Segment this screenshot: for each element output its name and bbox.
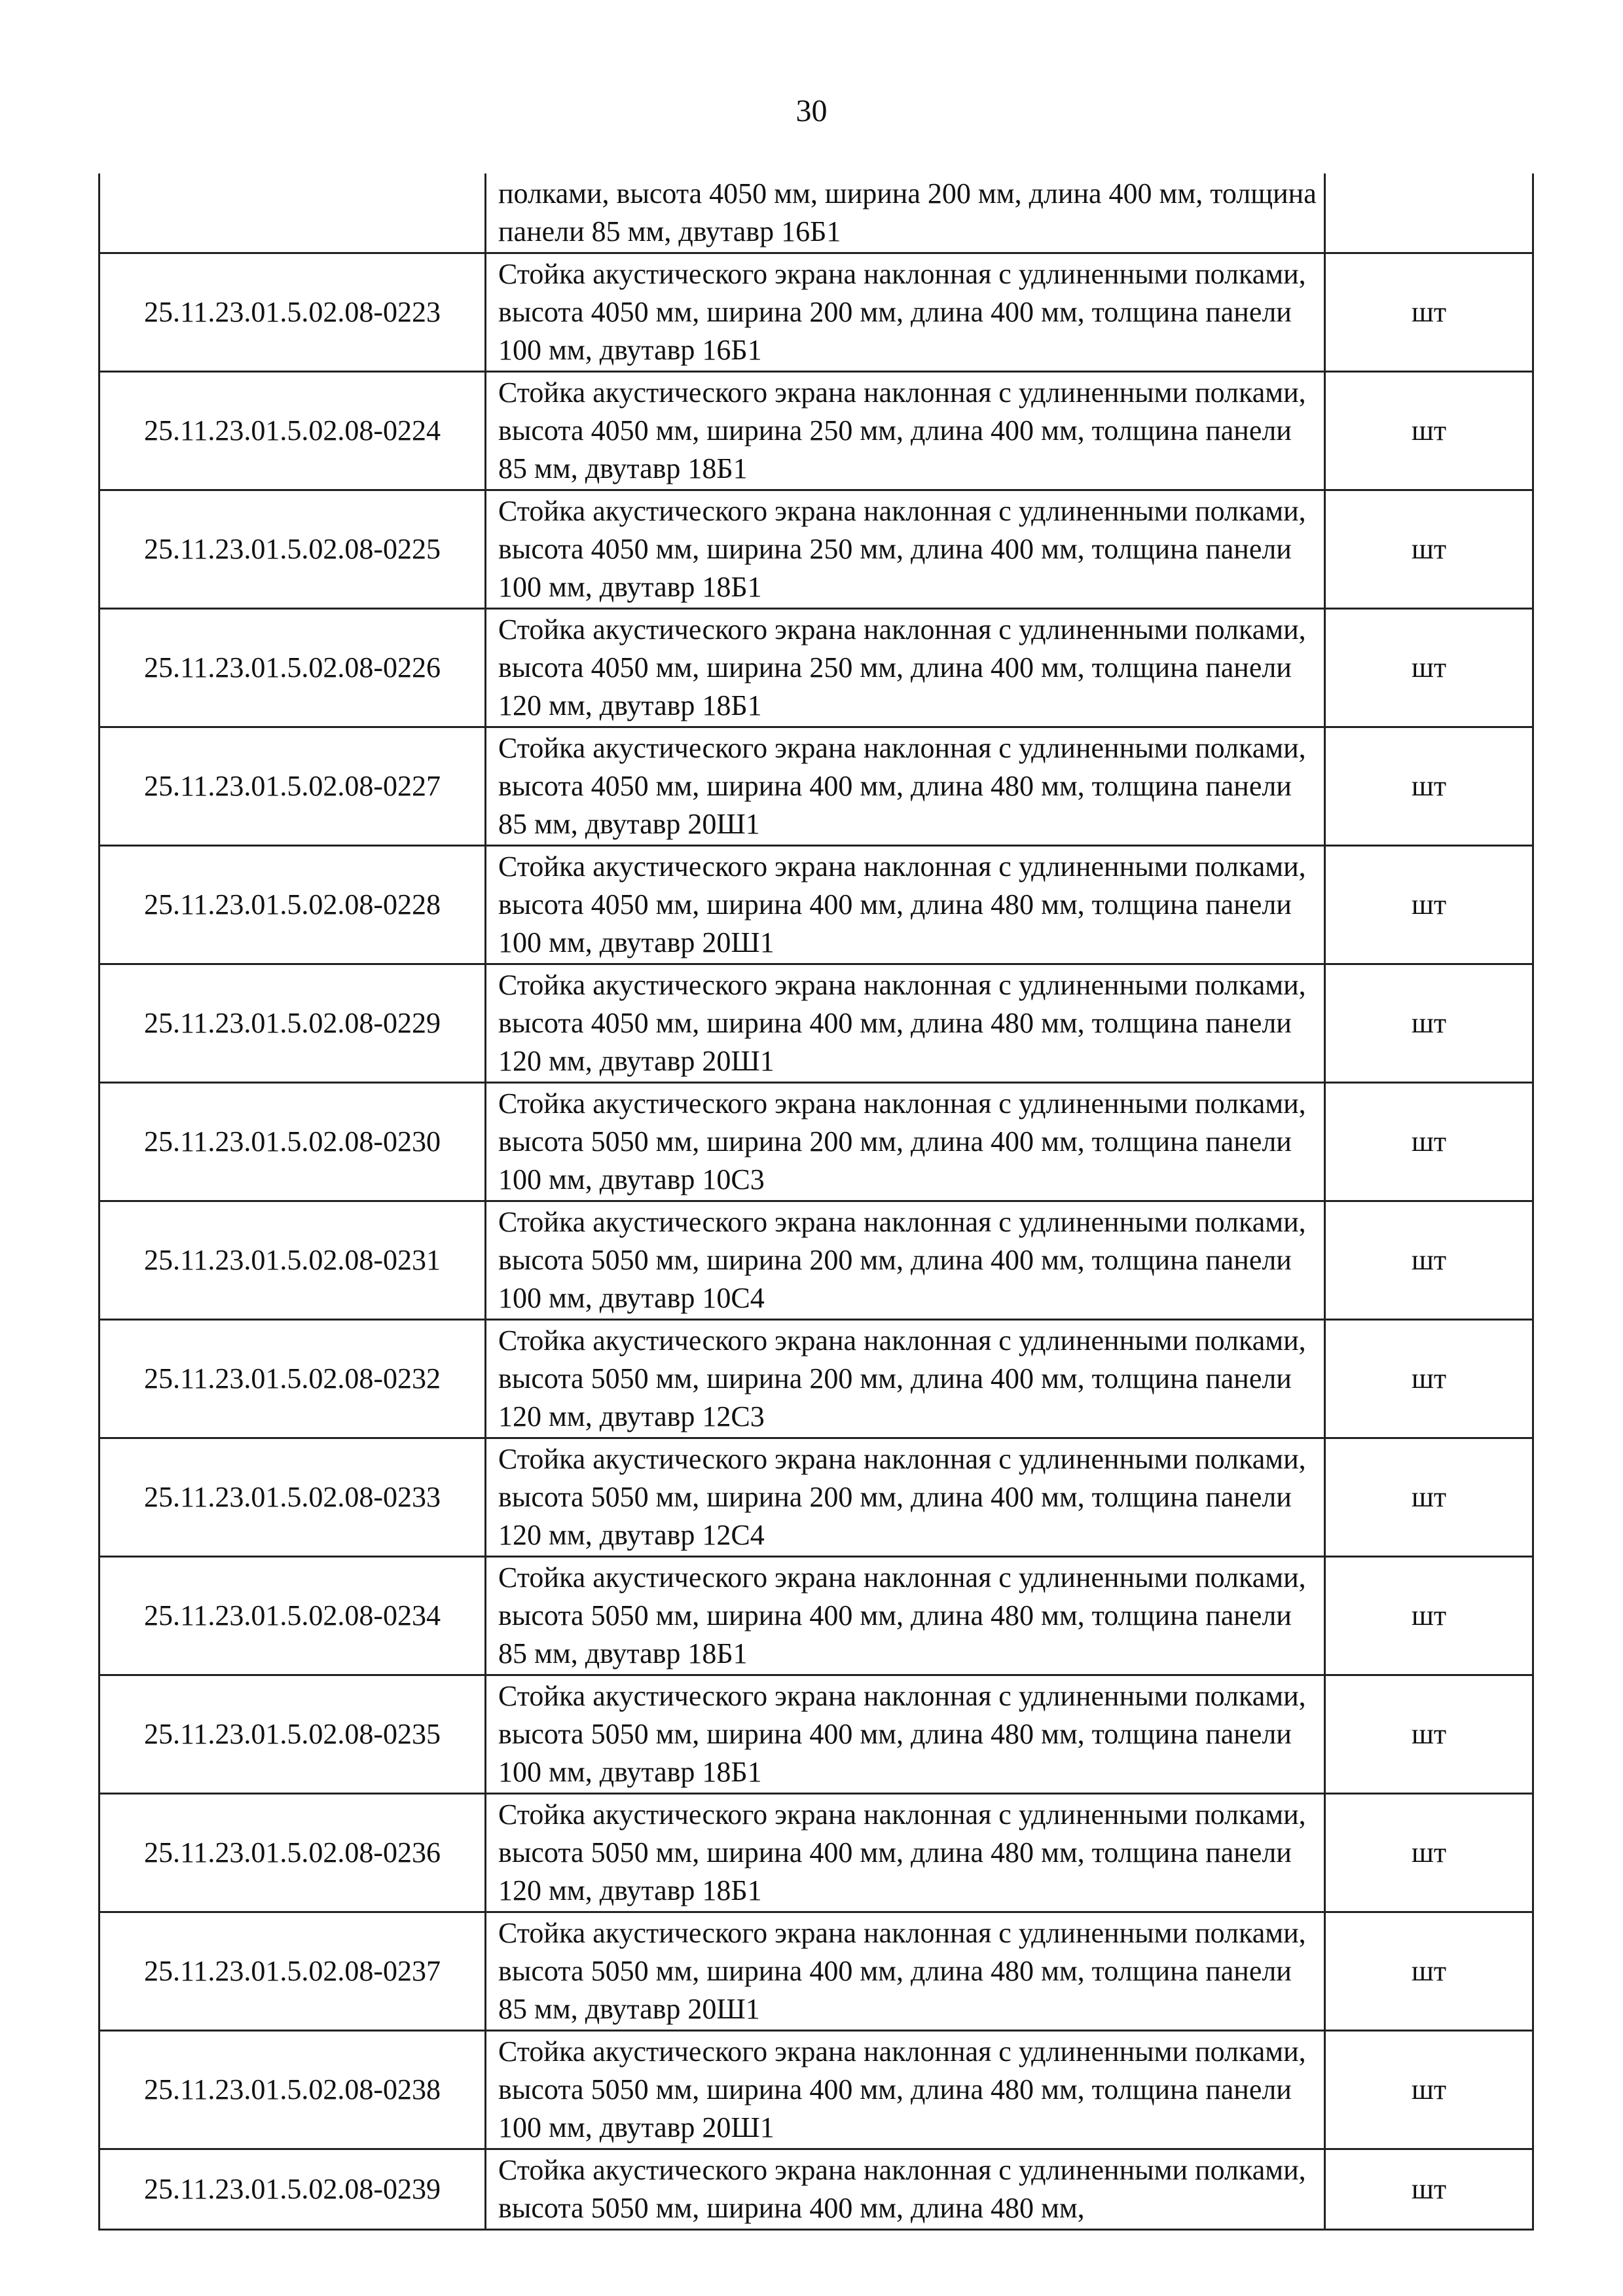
description-cell: Стойка акустического экрана наклонная с удлиненными полками, высота 5050 мм, ширина 200 мм, длина 400 мм, толщина панели 120 мм, двутавр 12С4 bbox=[486, 1438, 1325, 1557]
unit-cell: шт bbox=[1325, 1201, 1533, 1320]
table-row bbox=[100, 846, 1533, 964]
table-row bbox=[100, 727, 1533, 846]
unit-cell: шт bbox=[1325, 253, 1533, 372]
description-cell: Стойка акустического экрана наклонная с удлиненными полками, высота 4050 мм, ширина 200 мм, длина 400 мм, толщина панели 100 мм, двутавр 16Б1 bbox=[486, 253, 1325, 372]
description-cell: Стойка акустического экрана наклонная с удлиненными полками, высота 4050 мм, ширина 250 мм, длина 400 мм, толщина панели 100 мм, двутавр 18Б1 bbox=[486, 490, 1325, 609]
code-cell: 25.11.23.01.5.02.08-0232 bbox=[100, 1320, 486, 1438]
code-cell: 25.11.23.01.5.02.08-0223 bbox=[100, 253, 486, 372]
description-cell: Стойка акустического экрана наклонная с удлиненными полками, высота 5050 мм, ширина 400 мм, длина 480 мм, толщина панели 100 мм, двутавр 18Б1 bbox=[486, 1675, 1325, 1794]
unit-cell: шт bbox=[1325, 2031, 1533, 2149]
code-cell: 25.11.23.01.5.02.08-0235 bbox=[100, 1675, 486, 1794]
page-number: 30 bbox=[795, 94, 828, 128]
code-cell: 25.11.23.01.5.02.08-0228 bbox=[100, 846, 486, 964]
table-row bbox=[100, 1083, 1533, 1201]
table-row bbox=[100, 1320, 1533, 1438]
table-row-continuation bbox=[100, 173, 1533, 253]
code-cell: 25.11.23.01.5.02.08-0238 bbox=[100, 2031, 486, 2149]
code-cell: 25.11.23.01.5.02.08-0227 bbox=[100, 727, 486, 846]
description-cell: Стойка акустического экрана наклонная с удлиненными полками, высота 4050 мм, ширина 400 мм, длина 480 мм, толщина панели 85 мм, двутавр 20Ш1 bbox=[486, 727, 1325, 846]
table-row bbox=[100, 609, 1533, 727]
code-cell: 25.11.23.01.5.02.08-0224 bbox=[100, 372, 486, 490]
code-cell: 25.11.23.01.5.02.08-0226 bbox=[100, 609, 486, 727]
code-cell: 25.11.23.01.5.02.08-0225 bbox=[100, 490, 486, 609]
description-cell: Стойка акустического экрана наклонная с удлиненными полками, высота 5050 мм, ширина 200 мм, длина 400 мм, толщина панели 100 мм, двутавр 10С3 bbox=[486, 1083, 1325, 1201]
code-cell: 25.11.23.01.5.02.08-0239 bbox=[100, 2149, 486, 2230]
table-row bbox=[100, 1557, 1533, 1675]
table-row bbox=[100, 2031, 1533, 2149]
table-row bbox=[100, 2149, 1533, 2230]
unit-cell: шт bbox=[1325, 1675, 1533, 1794]
table-row bbox=[100, 1912, 1533, 2031]
table-row bbox=[100, 490, 1533, 609]
description-cell: Стойка акустического экрана наклонная с удлиненными полками, высота 5050 мм, ширина 400 мм, длина 480 мм, толщина панели 85 мм, двутавр 18Б1 bbox=[486, 1557, 1325, 1675]
resource-table bbox=[98, 173, 1534, 2231]
table-row bbox=[100, 964, 1533, 1083]
unit-cell: шт bbox=[1325, 1557, 1533, 1675]
code-cell: 25.11.23.01.5.02.08-0231 bbox=[100, 1201, 486, 1320]
unit-cell: шт bbox=[1325, 490, 1533, 609]
unit-cell: шт bbox=[1325, 846, 1533, 964]
unit-cell: шт bbox=[1325, 964, 1533, 1083]
table-row bbox=[100, 253, 1533, 372]
unit-cell: шт bbox=[1325, 1083, 1533, 1201]
unit-cell: шт bbox=[1325, 2149, 1533, 2230]
unit-cell bbox=[1325, 173, 1533, 253]
unit-cell: шт bbox=[1325, 1438, 1533, 1557]
description-cell: Стойка акустического экрана наклонная с удлиненными полками, высота 5050 мм, ширина 400 мм, длина 480 мм, толщина панели 100 мм, двутавр 20Ш1 bbox=[486, 2031, 1325, 2149]
code-cell: 25.11.23.01.5.02.08-0237 bbox=[100, 1912, 486, 2031]
description-cell: Стойка акустического экрана наклонная с удлиненными полками, высота 4050 мм, ширина 250 мм, длина 400 мм, толщина панели 85 мм, двутавр 18Б1 bbox=[486, 372, 1325, 490]
description-cell: Стойка акустического экрана наклонная с удлиненными полками, высота 5050 мм, ширина 400 мм, длина 480 мм, толщина панели 120 мм, двутавр 18Б1 bbox=[486, 1794, 1325, 1912]
code-cell: 25.11.23.01.5.02.08-0236 bbox=[100, 1794, 486, 1912]
code-cell bbox=[100, 173, 486, 253]
description-cell: Стойка акустического экрана наклонная с удлиненными полками, высота 4050 мм, ширина 250 мм, длина 400 мм, толщина панели 120 мм, двутавр 18Б1 bbox=[486, 609, 1325, 727]
description-cell: Стойка акустического экрана наклонная с удлиненными полками, высота 5050 мм, ширина 400 мм, длина 480 мм, толщина панели 85 мм, двутавр 20Ш1 bbox=[486, 1912, 1325, 2031]
description-cell: полками, высота 4050 мм, ширина 200 мм, длина 400 мм, толщина панели 85 мм, двутавр 16Б1 bbox=[486, 173, 1325, 253]
code-cell: 25.11.23.01.5.02.08-0234 bbox=[100, 1557, 486, 1675]
unit-cell: шт bbox=[1325, 1320, 1533, 1438]
unit-cell: шт bbox=[1325, 1912, 1533, 2031]
table-row bbox=[100, 1201, 1533, 1320]
table-row bbox=[100, 372, 1533, 490]
unit-cell: шт bbox=[1325, 372, 1533, 490]
description-cell: Стойка акустического экрана наклонная с удлиненными полками, высота 5050 мм, ширина 400 мм, длина 480 мм, bbox=[486, 2149, 1325, 2230]
description-cell: Стойка акустического экрана наклонная с удлиненными полками, высота 5050 мм, ширина 200 мм, длина 400 мм, толщина панели 100 мм, двутавр 10С4 bbox=[486, 1201, 1325, 1320]
table-row bbox=[100, 1794, 1533, 1912]
unit-cell: шт bbox=[1325, 609, 1533, 727]
code-cell: 25.11.23.01.5.02.08-0230 bbox=[100, 1083, 486, 1201]
unit-cell: шт bbox=[1325, 1794, 1533, 1912]
table-row bbox=[100, 1675, 1533, 1794]
code-cell: 25.11.23.01.5.02.08-0233 bbox=[100, 1438, 486, 1557]
description-cell: Стойка акустического экрана наклонная с удлиненными полками, высота 5050 мм, ширина 200 мм, длина 400 мм, толщина панели 120 мм, двутавр 12С3 bbox=[486, 1320, 1325, 1438]
description-cell: Стойка акустического экрана наклонная с удлиненными полками, высота 4050 мм, ширина 400 мм, длина 480 мм, толщина панели 120 мм, двутавр 20Ш1 bbox=[486, 964, 1325, 1083]
unit-cell: шт bbox=[1325, 727, 1533, 846]
table-row bbox=[100, 1438, 1533, 1557]
code-cell: 25.11.23.01.5.02.08-0229 bbox=[100, 964, 486, 1083]
description-cell: Стойка акустического экрана наклонная с удлиненными полками, высота 4050 мм, ширина 400 мм, длина 480 мм, толщина панели 100 мм, двутавр 20Ш1 bbox=[486, 846, 1325, 964]
